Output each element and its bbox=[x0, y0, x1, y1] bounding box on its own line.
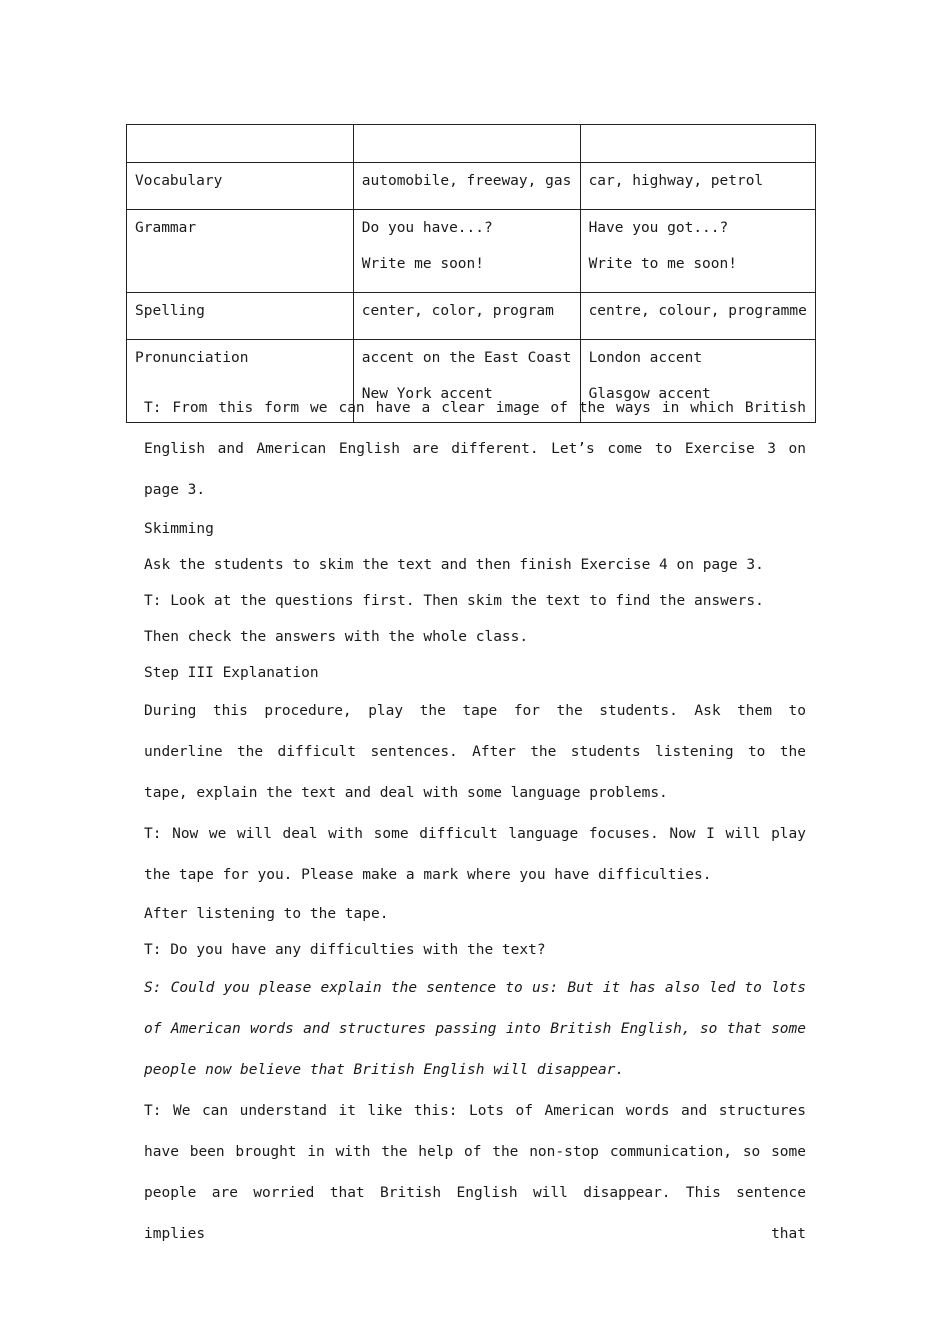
cell-text: London accent bbox=[588, 350, 703, 366]
student-question: S: Could you please explain the sentence to us: But it has also led to lots of American words and structures passing into British English, so that some people now believe that British English will disappear. bbox=[144, 980, 806, 1078]
american-cell bbox=[353, 293, 580, 340]
paragraph: After listening to the tape. bbox=[144, 906, 389, 922]
british-cell bbox=[580, 210, 815, 293]
cell-text: accent on the East Coast bbox=[361, 350, 572, 366]
paragraph: During this procedure, play the tape for the students. Ask them to underline the difficult sentences. After the students listening to the tape, explain the text and deal with some language problems. bbox=[144, 703, 806, 801]
table-row bbox=[127, 163, 816, 210]
cell-text: New York accent bbox=[361, 386, 493, 402]
row-label-cell bbox=[127, 163, 354, 210]
cell-text: centre, colour, programme bbox=[588, 303, 807, 319]
cell-text: Glasgow accent bbox=[588, 386, 711, 402]
table-header-row bbox=[127, 125, 816, 163]
british-cell bbox=[580, 163, 815, 210]
cell-text: center, color, program bbox=[361, 303, 554, 319]
cell-text: car, highway, petrol bbox=[588, 173, 764, 189]
paragraph: Then check the answers with the whole class. bbox=[144, 629, 529, 645]
cell-text: automobile, freeway, gas bbox=[361, 173, 572, 189]
table-row bbox=[127, 210, 816, 293]
cell-text: Grammar bbox=[135, 220, 197, 236]
american-cell bbox=[353, 163, 580, 210]
cell-text: Write me soon! bbox=[361, 256, 484, 272]
header-cell bbox=[127, 125, 354, 163]
paragraph: Ask the students to skim the text and then finish Exercise 4 on page 3. bbox=[144, 557, 764, 573]
paragraph: T: We can understand it like this: Lots of American words and structures have been brought in with the help of the non-stop communication, so some people are worried that British English will disappear. This sentence implies that bbox=[144, 1103, 806, 1242]
paragraph: T: Look at the questions first. Then skim the text to find the answers. bbox=[144, 593, 764, 609]
paragraph: T: From this form we can have a clear image of the ways in which British English and American English are different. Let’s come to Exercise 3 on page 3. bbox=[144, 400, 806, 498]
section-heading: Step III Explanation bbox=[144, 665, 319, 681]
british-cell bbox=[580, 293, 815, 340]
cell-text: Spelling bbox=[135, 303, 205, 319]
comparison-table bbox=[126, 124, 816, 423]
header-cell bbox=[580, 125, 815, 163]
american-cell bbox=[353, 210, 580, 293]
cell-text: Vocabulary bbox=[135, 173, 223, 189]
cell-text: Have you got...? bbox=[588, 220, 729, 236]
paragraph: T: Now we will deal with some difficult language focuses. Now I will play the tape for you. Please make a mark where you have difficulties. bbox=[144, 826, 806, 883]
header-cell bbox=[353, 125, 580, 163]
row-label-cell bbox=[127, 210, 354, 293]
table-row bbox=[127, 293, 816, 340]
cell-text: Do you have...? bbox=[361, 220, 493, 236]
row-label-cell bbox=[127, 293, 354, 340]
lesson-body bbox=[144, 388, 806, 1255]
section-heading: Skimming bbox=[144, 521, 214, 537]
cell-text: Pronunciation bbox=[135, 350, 249, 366]
cell-text: Write to me soon! bbox=[588, 256, 737, 272]
paragraph: T: Do you have any difficulties with the text? bbox=[144, 942, 546, 958]
